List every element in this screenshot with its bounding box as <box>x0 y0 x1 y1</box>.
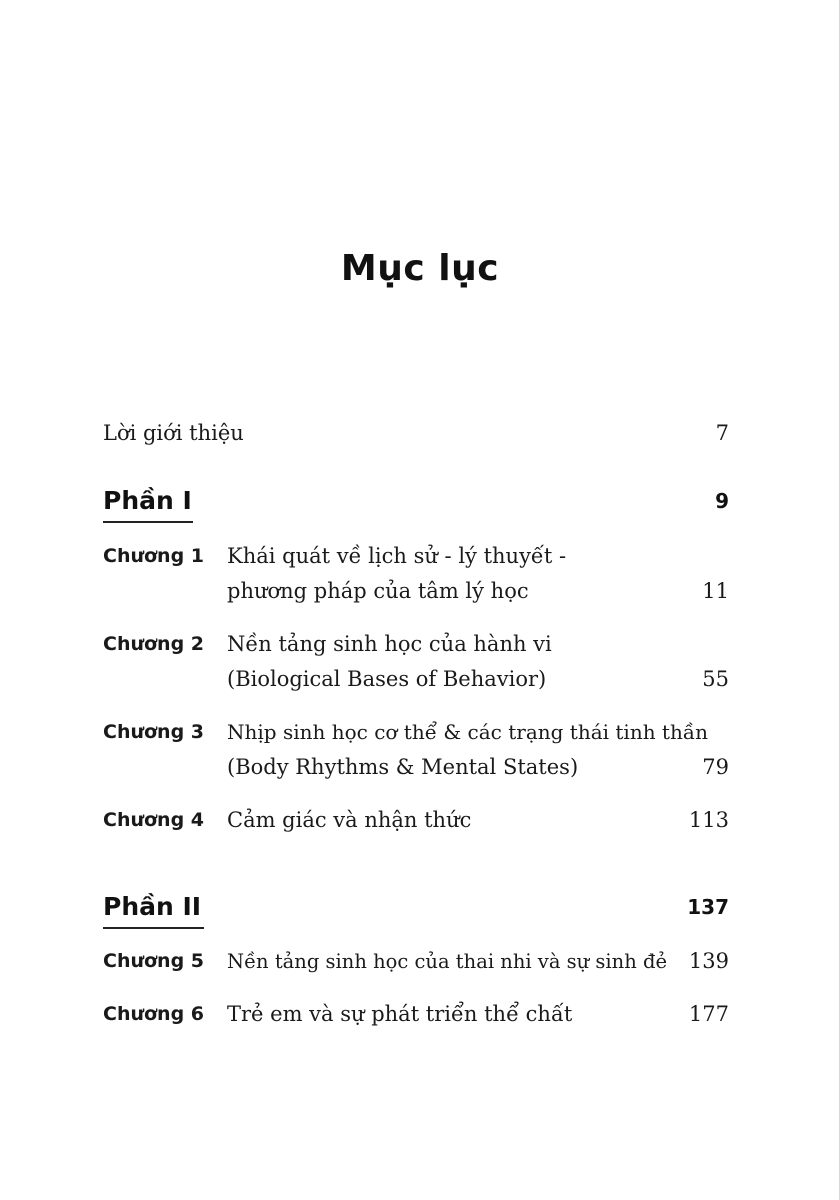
toc-chapter-title <box>227 715 727 785</box>
toc-intro-page: 7 <box>715 421 729 445</box>
page-title: Mục lục <box>340 248 500 289</box>
toc-chapter-title <box>227 627 687 697</box>
toc-part-label: Phần I <box>103 486 192 515</box>
toc-chapter-label: Chương 6 <box>103 1003 205 1025</box>
toc-chapter-label: Chương 5 <box>103 950 205 972</box>
toc-chapter-title <box>227 539 687 609</box>
toc-chapter-title-line: Trẻ em và sự phát triển thể chất <box>227 1002 573 1026</box>
toc-chapter-page: 11 <box>702 579 729 603</box>
toc-chapter-title-line: phương pháp của tâm lý học <box>227 579 529 603</box>
part-underline <box>103 927 204 929</box>
toc-part-label: Phần II <box>103 892 202 921</box>
toc-chapter-title <box>227 803 687 838</box>
toc-chapter-label: Chương 3 <box>103 721 205 743</box>
toc-chapter-page: 113 <box>688 808 729 832</box>
toc-chapter-title <box>227 944 687 979</box>
toc-chapter-label: Chương 1 <box>103 545 205 567</box>
toc-part-page: 137 <box>687 895 729 919</box>
toc-chapter-page: 139 <box>688 949 729 973</box>
toc-chapter-page: 79 <box>702 755 729 779</box>
toc-chapter-title-line: (Biological Bases of Behavior) <box>227 667 547 691</box>
toc-intro-label: Lời giới thiệu <box>103 421 244 445</box>
toc-chapter-title-line: Nhịp sinh học cơ thể & các trạng thái tinh thần <box>227 720 708 744</box>
toc-chapter-title-line: (Body Rhythms & Mental States) <box>227 755 579 779</box>
toc-chapter-title-line: Nền tảng sinh học của hành vi <box>227 632 552 656</box>
toc-chapter-title-line: Cảm giác và nhận thức <box>227 808 472 832</box>
toc-chapter-title-line: Khái quát về lịch sử - lý thuyết - <box>227 544 567 568</box>
toc-chapter-title <box>227 997 687 1032</box>
toc-chapter-title-line: Nền tảng sinh học của thai nhi và sự sinh đẻ <box>227 950 667 973</box>
toc-chapter-page: 55 <box>702 667 729 691</box>
toc-chapter-label: Chương 2 <box>103 633 205 655</box>
toc-part-page: 9 <box>715 489 729 513</box>
toc-chapter-page: 177 <box>688 1002 729 1026</box>
toc-chapter-label: Chương 4 <box>103 809 205 831</box>
part-underline <box>103 521 193 523</box>
